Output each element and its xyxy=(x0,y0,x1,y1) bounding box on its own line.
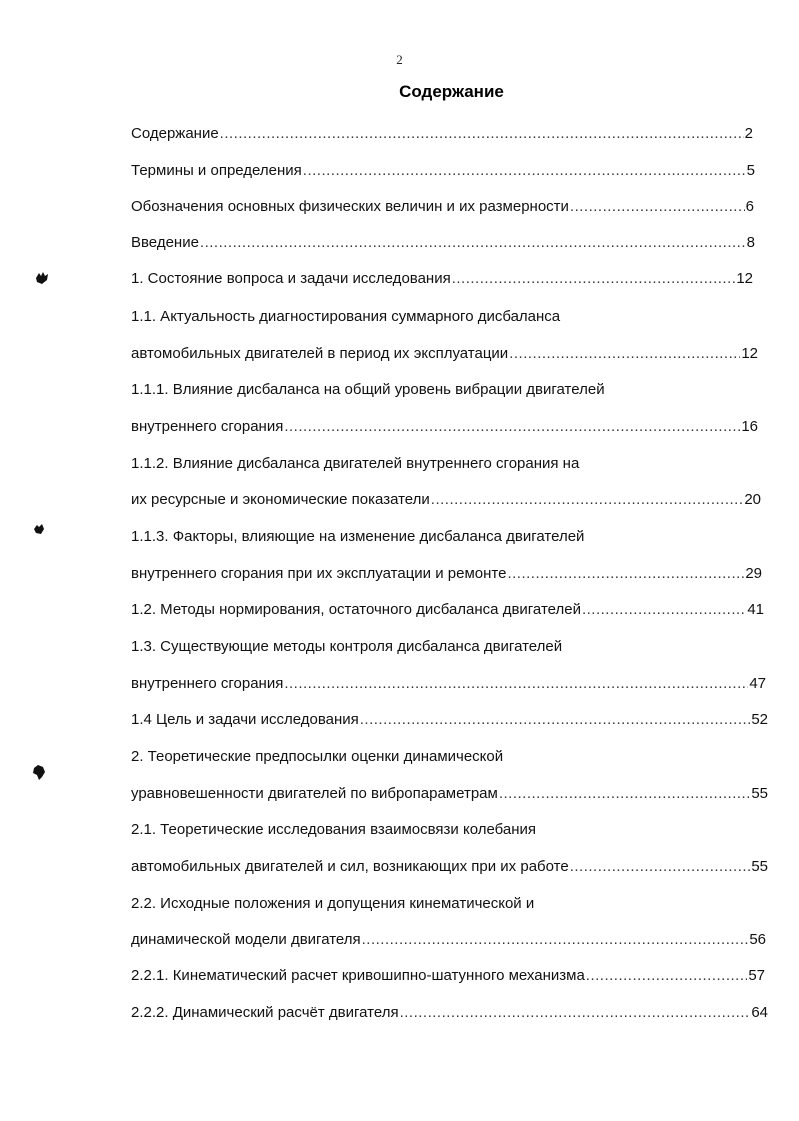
toc-leader-dots xyxy=(509,343,740,365)
toc-entry-page: 12 xyxy=(736,270,753,287)
toc-entry-text: 1.1. Актуальность диагностирования суммарного дисбаланса xyxy=(131,308,561,325)
toc-leader-dots xyxy=(400,1002,751,1024)
toc-entry-page: 64 xyxy=(751,1004,768,1021)
toc-leader-dots xyxy=(362,929,749,951)
toc-entry-text: 2. Теоретические предпосылки оценки динамической xyxy=(131,748,504,765)
toc-leader-dots xyxy=(220,123,744,145)
toc-entry-text: 1.4 Цель и задачи исследования xyxy=(131,711,359,728)
toc-entry-heading xyxy=(131,819,536,841)
toc-leader-dots xyxy=(507,563,744,585)
toc-leader-dots xyxy=(360,709,751,731)
toc-entry xyxy=(131,563,762,585)
toc-entry-text: 2.2.2. Динамический расчёт двигателя xyxy=(131,1004,399,1021)
scan-blot-icon xyxy=(31,763,47,781)
toc-entry-text: внутреннего сгорания xyxy=(131,418,284,435)
toc-entry xyxy=(131,232,755,254)
toc-entry xyxy=(131,268,753,290)
toc-entry-page: 41 xyxy=(747,601,764,618)
toc-leader-dots xyxy=(303,160,746,182)
toc-entry-heading xyxy=(131,893,534,915)
toc-entry xyxy=(131,673,766,695)
toc-entry-page: 6 xyxy=(745,198,754,215)
toc-entry-text: их ресурсные и экономические показатели xyxy=(131,491,430,508)
toc-entry-text: уравновешенности двигателей по вибропараметрам xyxy=(131,785,498,802)
toc-leader-dots xyxy=(284,673,748,695)
scan-blot-icon xyxy=(32,522,46,536)
toc-entry-heading xyxy=(131,453,579,475)
toc-entry-text: Введение xyxy=(131,234,199,251)
toc-entry-heading xyxy=(131,379,605,401)
toc-leader-dots xyxy=(570,856,751,878)
toc-leader-dots xyxy=(431,489,744,511)
toc-entry xyxy=(131,1002,768,1024)
toc-entry-text: 1. Состояние вопроса и задачи исследования xyxy=(131,270,451,287)
toc-entry-heading xyxy=(131,746,503,768)
toc-entry-page: 57 xyxy=(748,967,765,984)
toc-entry xyxy=(131,123,753,145)
toc-entry-text: автомобильных двигателей в период их эксплуатации xyxy=(131,345,509,362)
toc-entry-text: 2.2.1. Кинематический расчет кривошипно-шатунного механизма xyxy=(131,967,585,984)
toc-entry-text: 1.1.1. Влияние дисбаланса на общий уровень вибрации двигателей xyxy=(131,381,605,398)
toc-entry-text: внутреннего сгорания при их эксплуатации и ремонте xyxy=(131,565,507,582)
toc-entry-text: Содержание xyxy=(131,125,219,142)
toc-leader-dots xyxy=(284,416,740,438)
toc-entry xyxy=(131,783,768,805)
toc-entry-page: 5 xyxy=(746,162,755,179)
toc-entry-text: Термины и определения xyxy=(131,162,302,179)
toc-entry-text: 2.2. Исходные положения и допущения кинематической и xyxy=(131,895,535,912)
toc-entry-text: Обозначения основных физических величин и их размерности xyxy=(131,198,569,215)
toc-entry-text: внутреннего сгорания xyxy=(131,675,284,692)
toc-entry xyxy=(131,856,768,878)
toc-leader-dots xyxy=(499,783,750,805)
toc-leader-dots xyxy=(570,196,745,218)
toc-entry-page: 56 xyxy=(749,931,766,948)
toc-entry-text: 1.2. Методы нормирования, остаточного дисбаланса двигателей xyxy=(131,601,581,618)
toc-entry xyxy=(131,160,755,182)
toc-entry xyxy=(131,196,754,218)
toc-leader-dots xyxy=(200,232,746,254)
toc-leader-dots xyxy=(582,599,746,621)
page-title: Содержание xyxy=(399,82,504,101)
toc-entry-heading xyxy=(131,306,560,328)
toc-entry xyxy=(131,416,758,438)
toc-entry xyxy=(131,489,761,511)
toc-entry xyxy=(131,929,766,951)
toc-entry-page: 29 xyxy=(745,565,762,582)
toc-entry-page: 20 xyxy=(744,491,761,508)
toc-entry-text: автомобильных двигателей и сил, возникающих при их работе xyxy=(131,858,569,875)
toc-entry-page: 47 xyxy=(749,675,766,692)
toc-entry-page: 52 xyxy=(751,711,768,728)
toc-entry-page: 12 xyxy=(741,345,758,362)
toc-leader-dots xyxy=(586,965,748,987)
toc-entry-page: 55 xyxy=(751,858,768,875)
toc-entry-page: 16 xyxy=(741,418,758,435)
toc-entry-page: 8 xyxy=(746,234,755,251)
toc-entry xyxy=(131,599,764,621)
toc-entry-text: динамической модели двигателя xyxy=(131,931,361,948)
toc-entry-text: 1.3. Существующие методы контроля дисбаланса двигателей xyxy=(131,638,563,655)
toc-entry xyxy=(131,965,765,987)
toc-entry-page: 55 xyxy=(751,785,768,802)
toc-entry-text: 1.1.3. Факторы, влияющие на изменение дисбаланса двигателей xyxy=(131,528,585,545)
toc-entry xyxy=(131,343,758,365)
toc-entry-page: 2 xyxy=(744,125,753,142)
scan-blot-icon xyxy=(34,270,50,286)
toc-entry xyxy=(131,709,768,731)
page-number: 2 xyxy=(396,52,403,67)
toc-entry-text: 1.1.2. Влияние дисбаланса двигателей внутреннего сгорания на xyxy=(131,455,580,472)
toc-entry-text: 2.1. Теоретические исследования взаимосвязи колебания xyxy=(131,821,537,838)
toc-leader-dots xyxy=(452,268,736,290)
toc-entry-heading xyxy=(131,636,562,658)
toc-entry-heading xyxy=(131,526,584,548)
